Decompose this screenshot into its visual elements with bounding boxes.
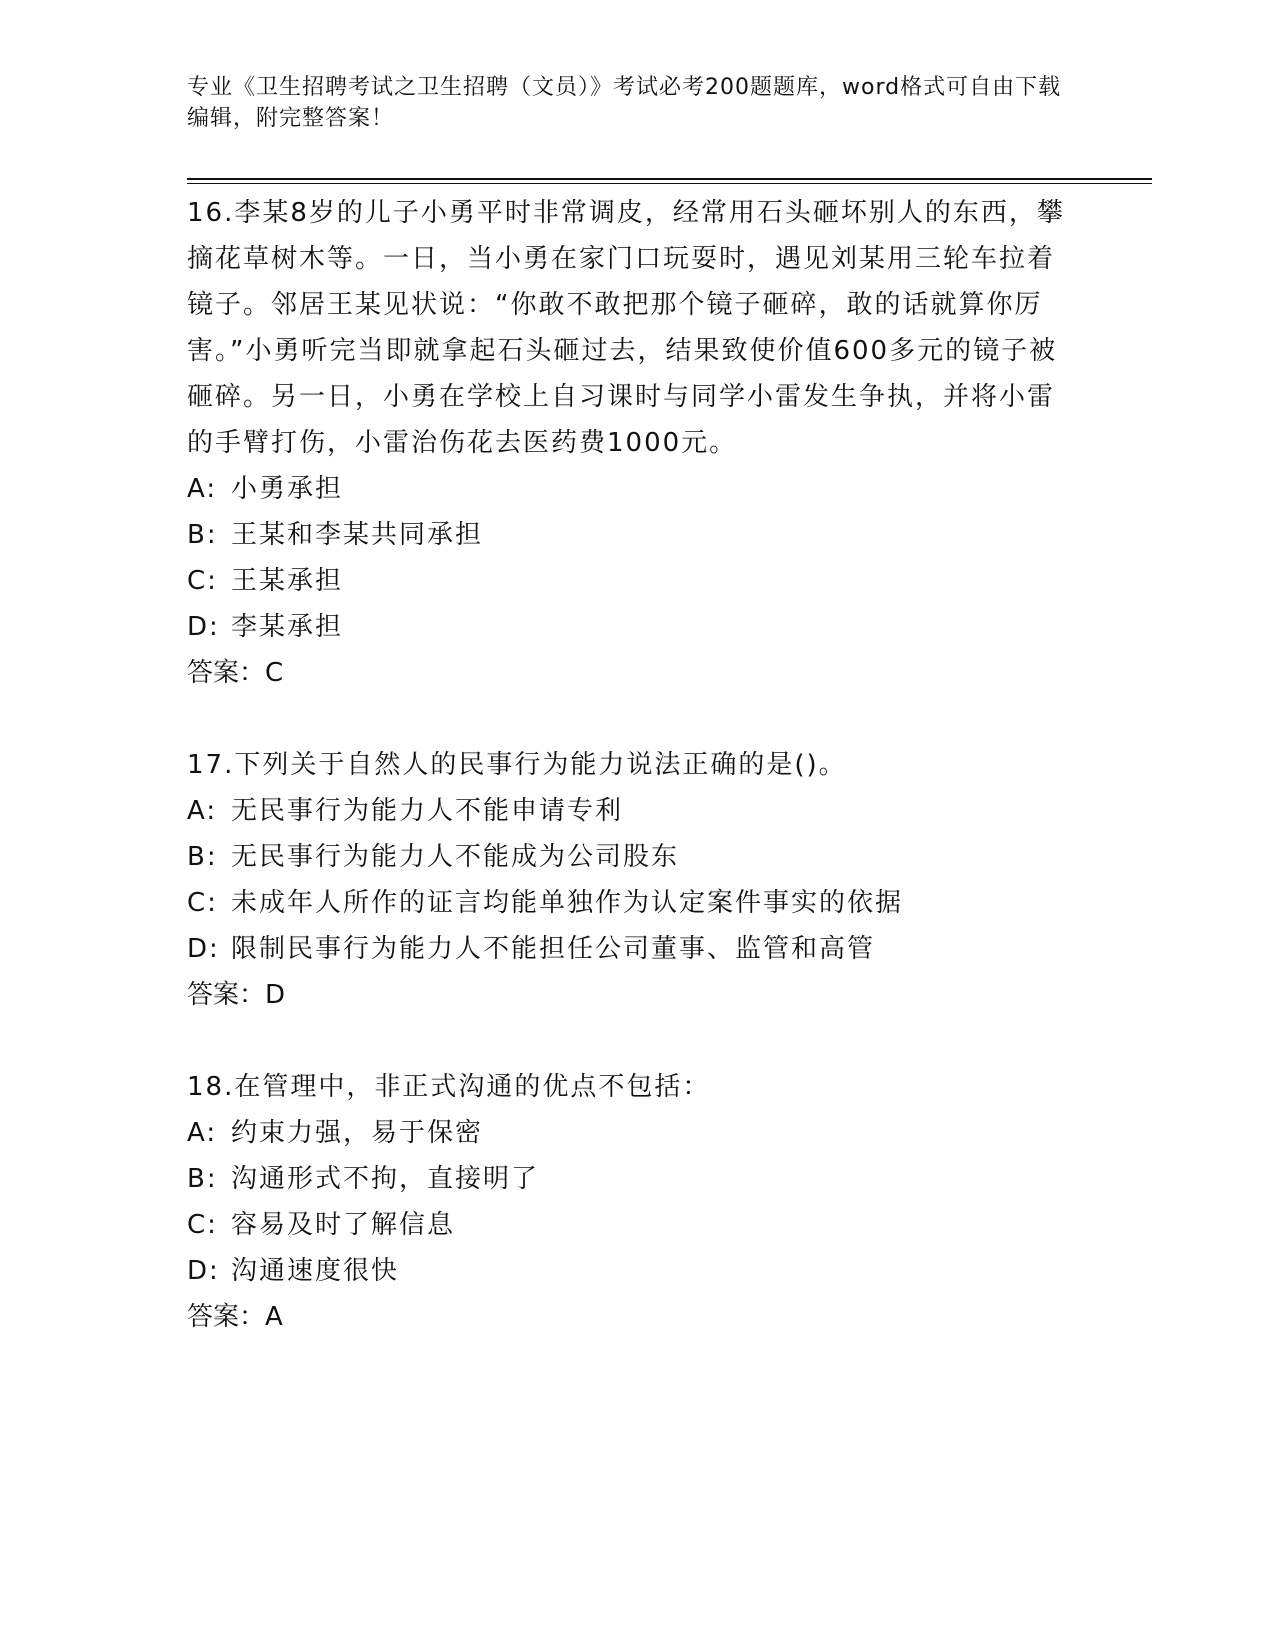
option-a <box>187 788 1067 834</box>
option-letter: D: <box>187 1256 220 1286</box>
option-text: 王某和李某共同承担 <box>231 520 484 550</box>
question-stem: 16.李某8岁的儿子小勇平时非常调皮，经常用石头砸坏别人的东西，攀摘花草树木等。一日，当小勇在家门口玩耍时，遇见刘某用三轮车拉着镜子。邻居王某见状说：“你敢不敢把那个镜子砸碎，敢的话就算你厉害。”小勇听完当即就拿起石头砸过去，结果致使价值600多元的镜子被砸碎。另一日，小勇在学校上自习课时与同学小雷发生争执，并将小雷的手臂打伤，小雷治伤花去医药费1000元。 <box>187 198 1065 458</box>
option-a <box>187 1110 1067 1156</box>
option-letter: B: <box>187 520 218 550</box>
option-letter: A: <box>187 796 218 826</box>
option-letter: B: <box>187 842 218 872</box>
option-text: 无民事行为能力人不能申请专利 <box>231 796 624 826</box>
option-b <box>187 512 1067 558</box>
option-text: 限制民事行为能力人不能担任公司董事、监管和高管 <box>231 934 876 964</box>
option-letter: D: <box>187 934 220 964</box>
option-d <box>187 926 1067 972</box>
question-list <box>187 190 1067 1340</box>
option-letter: A: <box>187 1118 218 1148</box>
option-letter: C: <box>187 888 218 918</box>
option-text: 王某承担 <box>231 566 344 596</box>
answer-line: 答案：A <box>187 1302 283 1332</box>
option-letter: C: <box>187 566 218 596</box>
question-18 <box>187 1064 1067 1340</box>
question-stem: 17.下列关于自然人的民事行为能力说法正确的是()。 <box>187 750 847 780</box>
option-b <box>187 834 1067 880</box>
option-text: 约束力强，易于保密 <box>231 1118 484 1148</box>
option-b <box>187 1156 1067 1202</box>
option-text: 容易及时了解信息 <box>231 1210 456 1240</box>
option-letter: C: <box>187 1210 218 1240</box>
answer-line: 答案：C <box>187 658 284 688</box>
option-c <box>187 1202 1067 1248</box>
question-stem: 18.在管理中，非正式沟通的优点不包括： <box>187 1072 711 1102</box>
option-d <box>187 1248 1067 1294</box>
option-letter: D: <box>187 612 220 642</box>
header-divider-thick <box>187 178 1152 180</box>
option-letter: B: <box>187 1164 218 1194</box>
question-17 <box>187 742 1067 1018</box>
option-c <box>187 880 1067 926</box>
answer-line: 答案：D <box>187 980 286 1010</box>
option-text: 沟通形式不拘，直接明了 <box>231 1164 540 1194</box>
option-text: 小勇承担 <box>231 474 344 504</box>
question-spacer <box>187 1018 1067 1064</box>
document-header: 专业《卫生招聘考试之卫生招聘（文员）》考试必考200题题库，word格式可自由下载编辑，附完整答案！ <box>187 75 1062 131</box>
question-16 <box>187 190 1067 696</box>
option-d <box>187 604 1067 650</box>
option-letter: A: <box>187 474 218 504</box>
option-text: 无民事行为能力人不能成为公司股东 <box>231 842 680 872</box>
option-text: 未成年人所作的证言均能单独作为认定案件事实的依据 <box>231 888 904 918</box>
option-a <box>187 466 1067 512</box>
question-spacer <box>187 696 1067 742</box>
option-c <box>187 558 1067 604</box>
option-text: 沟通速度很快 <box>231 1256 400 1286</box>
option-text: 李某承担 <box>231 612 344 642</box>
header-divider-thin <box>187 183 1152 184</box>
